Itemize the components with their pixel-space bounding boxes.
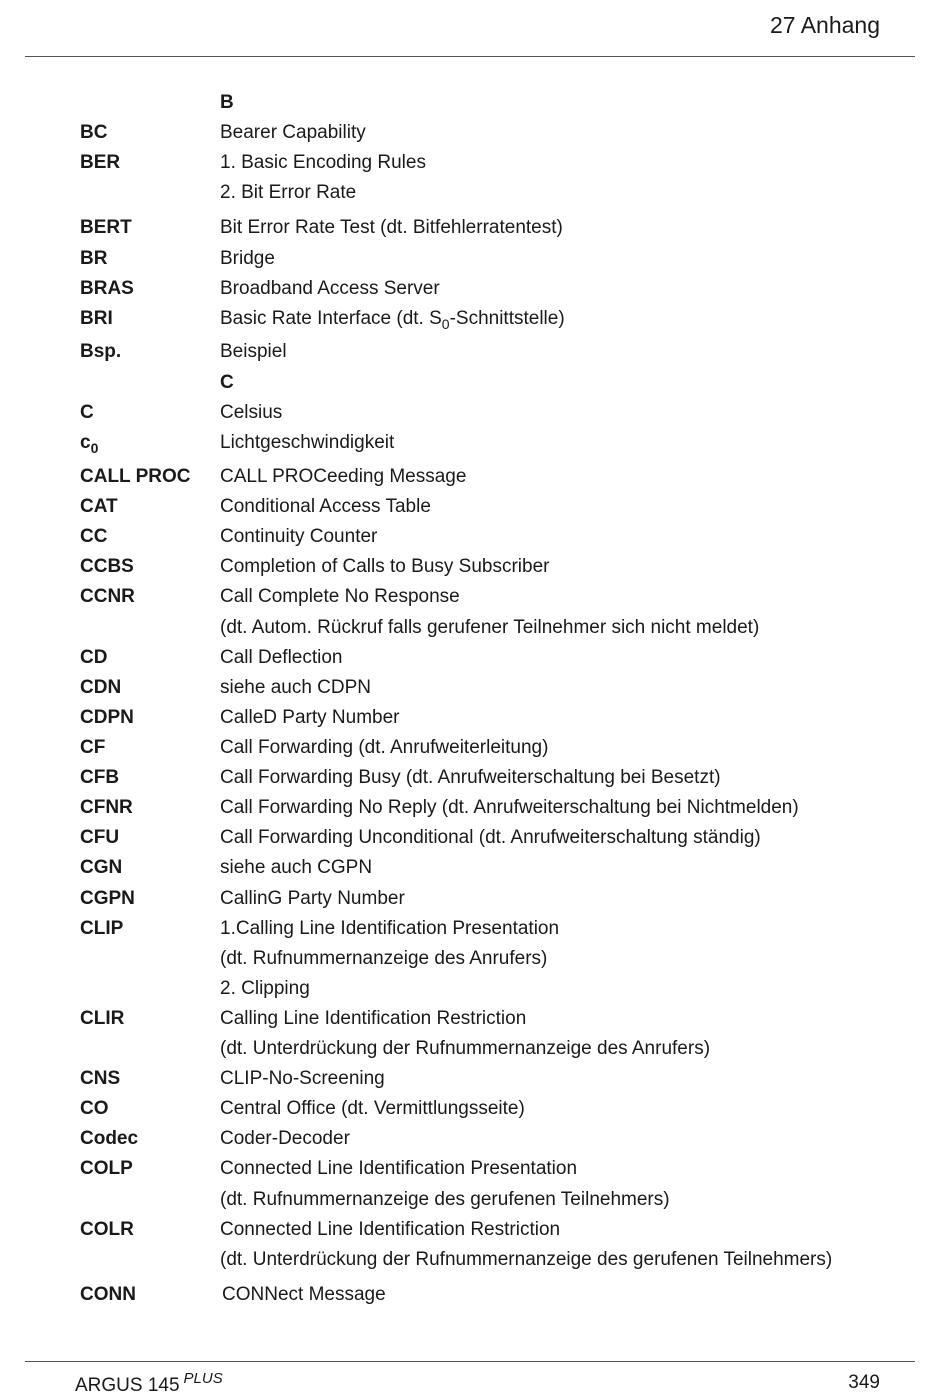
desc-text: Call Forwarding (dt. Anrufweiterleitung) [220,737,549,758]
glossary-abbr [80,278,134,300]
glossary-desc [220,1158,577,1180]
desc-text: B [220,92,234,113]
glossary-abbr [80,767,119,789]
abbr-text: Codec [80,1128,139,1149]
desc-text: 2. Bit Error Rate [220,182,357,203]
glossary-abbr [80,122,107,144]
desc-text: 1. Basic Encoding Rules [220,152,426,173]
glossary-abbr [80,432,98,454]
glossary-abbr [80,152,120,174]
desc-text: 2. Clipping [220,978,310,999]
glossary-desc [220,857,372,879]
glossary-desc [220,432,394,454]
desc-text: Bit Error Rate Test (dt. Bitfehlerratentest) [220,217,563,238]
section-letter [220,372,234,394]
abbr-text: CD [80,647,108,668]
desc-text: (dt. Rufnummernanzeige des gerufenen Teilnehmers) [220,1189,670,1210]
glossary-desc [220,1038,710,1060]
glossary-desc [220,308,565,330]
desc-text: Lichtgeschwindigkeit [220,432,395,453]
desc-text: Central Office (dt. Vermittlungsseite) [220,1098,525,1119]
glossary-desc [220,152,426,174]
glossary-abbr [80,827,119,849]
abbr-text: CFU [80,827,120,848]
abbr-text: COLP [80,1158,133,1179]
glossary-desc [220,827,761,849]
glossary-desc [220,1068,385,1090]
glossary-desc [220,1189,670,1211]
glossary-abbr [80,466,190,488]
abbr-subscript: 0 [90,440,99,456]
glossary-abbr [80,496,118,518]
abbr-text: CLIR [80,1008,125,1029]
abbr-text: CCNR [80,586,135,607]
desc-text: CALL PROCeeding Message [220,466,467,487]
glossary-desc [220,1219,560,1241]
desc-text: Basic Rate Interface (dt. S [220,308,442,329]
glossary-desc [220,707,400,729]
abbr-text: CFNR [80,797,133,818]
abbr-text: CDPN [80,707,134,728]
chapter-header: 27 Anhang [769,12,880,38]
glossary-abbr [80,556,134,578]
desc-text: Celsius [220,402,283,423]
glossary-abbr [80,1008,124,1030]
abbr-text: CF [80,737,106,758]
glossary-abbr [80,308,113,330]
glossary-desc [220,918,559,940]
glossary-abbr [80,647,107,669]
desc-text: siehe auch CDPN [220,677,372,698]
abbr-text: CC [80,526,108,547]
desc-text: Completion of Calls to Busy Subscriber [220,556,550,577]
desc-text: Coder-Decoder [220,1128,350,1149]
glossary-abbr [80,1284,136,1306]
glossary-abbr [80,1158,133,1180]
abbr-text: CGN [80,857,123,878]
glossary-desc [220,586,460,608]
abbr-text: BC [80,122,108,143]
desc-text: CLIP-No-Screening [220,1068,385,1089]
glossary-desc [220,1249,832,1271]
glossary-desc [220,948,547,970]
desc-text-after: -Schnittstelle) [449,308,565,329]
glossary-abbr [80,737,105,759]
glossary-abbr [80,586,135,608]
glossary-desc [220,122,366,144]
desc-text: CONNect Message [222,1284,386,1305]
glossary-desc [222,1284,386,1306]
desc-text: Conditional Access Table [220,496,431,517]
desc-text: Call Forwarding Unconditional (dt. Anrufweiterschaltung ständig) [220,827,761,848]
abbr-text: BERT [80,217,132,238]
glossary-desc [220,677,371,699]
abbr-text: C [80,402,94,423]
glossary-abbr [80,341,121,363]
glossary-abbr [80,1068,120,1090]
glossary-abbr [80,677,121,699]
glossary-abbr [80,797,133,819]
abbr-text: CDN [80,677,122,698]
glossary-desc [220,556,549,578]
glossary-desc [220,1008,526,1030]
glossary-desc [220,526,377,548]
abbr-text: CLIP [80,918,124,939]
glossary-abbr [80,1128,138,1150]
desc-text: siehe auch CGPN [220,857,373,878]
glossary-abbr [80,402,94,424]
glossary-desc [220,496,431,518]
glossary-desc [220,767,721,789]
glossary-abbr [80,888,135,910]
glossary-desc [220,797,799,819]
desc-text: Call Forwarding No Reply (dt. Anrufweiterschaltung bei Nichtmelden) [220,797,799,818]
desc-text: Bridge [220,248,275,269]
abbr-text: BRAS [80,278,134,299]
glossary-desc [220,248,275,270]
abbr-text: BER [80,152,121,173]
abbr-text: Bsp. [80,341,122,362]
abbr-text: BRI [80,308,113,329]
abbr-text: CNS [80,1068,121,1089]
desc-text: 1.Calling Line Identification Presentation [220,918,560,939]
desc-text: (dt. Unterdrückung der Rufnummernanzeige des Anrufers) [220,1038,711,1059]
glossary-desc [220,1098,525,1120]
desc-text: (dt. Rufnummernanzeige des Anrufers) [220,948,548,969]
glossary-desc [220,737,548,759]
desc-text: C [220,372,234,393]
glossary-abbr [80,707,134,729]
desc-text: Broadband Access Server [220,278,440,299]
glossary-desc [220,182,356,204]
abbr-text: CCBS [80,556,134,577]
glossary-desc [220,978,310,1000]
glossary-desc [220,402,282,424]
glossary-desc [220,888,405,910]
desc-subscript: 0 [441,316,450,332]
desc-text: Call Deflection [220,647,343,668]
glossary-desc [220,1128,350,1150]
abbr-text: CAT [80,496,118,517]
product-suffix: PLUS [183,1370,223,1387]
desc-text: Continuity Counter [220,526,378,547]
abbr-text: COLR [80,1219,134,1240]
abbr-text: c [80,432,91,453]
desc-text: Calling Line Identification Restriction [220,1008,527,1029]
abbr-text: CALL PROC [80,466,191,487]
desc-text: Connected Line Identification Presentation [220,1158,578,1179]
glossary-desc [220,466,466,488]
glossary-desc [220,217,563,239]
glossary-abbr [80,857,122,879]
glossary-abbr [80,217,132,239]
abbr-text: CO [80,1098,109,1119]
glossary-desc [220,278,440,300]
glossary-abbr [80,248,107,270]
desc-text: Bearer Capability [220,122,366,143]
page-number: 349 [848,1372,880,1393]
glossary-desc [220,647,343,669]
section-letter [220,92,234,114]
abbr-text: CFB [80,767,120,788]
desc-text: CalleD Party Number [220,707,400,728]
desc-text: Call Forwarding Busy (dt. Anrufweiterschaltung bei Besetzt) [220,767,721,788]
glossary-abbr [80,1219,134,1241]
footer-product [75,1370,223,1397]
desc-text: Call Complete No Response [220,586,460,607]
abbr-text: BR [80,248,108,269]
desc-text: CallinG Party Number [220,888,405,909]
product-name: ARGUS 145 [75,1375,180,1396]
glossary-abbr [80,1098,109,1120]
header-rule [25,56,915,57]
desc-text: (dt. Autom. Rückruf falls gerufener Teilnehmer sich nicht meldet) [220,617,760,638]
glossary-desc [220,617,759,639]
desc-text: (dt. Unterdrückung der Rufnummernanzeige des gerufenen Teilnehmers) [220,1249,833,1270]
desc-text: Connected Line Identification Restriction [220,1219,561,1240]
desc-text: Beispiel [220,341,287,362]
glossary-desc [220,341,287,363]
abbr-text: CONN [80,1284,136,1305]
footer-rule [25,1361,915,1362]
glossary-abbr [80,526,107,548]
abbr-text: CGPN [80,888,135,909]
glossary-abbr [80,918,123,940]
